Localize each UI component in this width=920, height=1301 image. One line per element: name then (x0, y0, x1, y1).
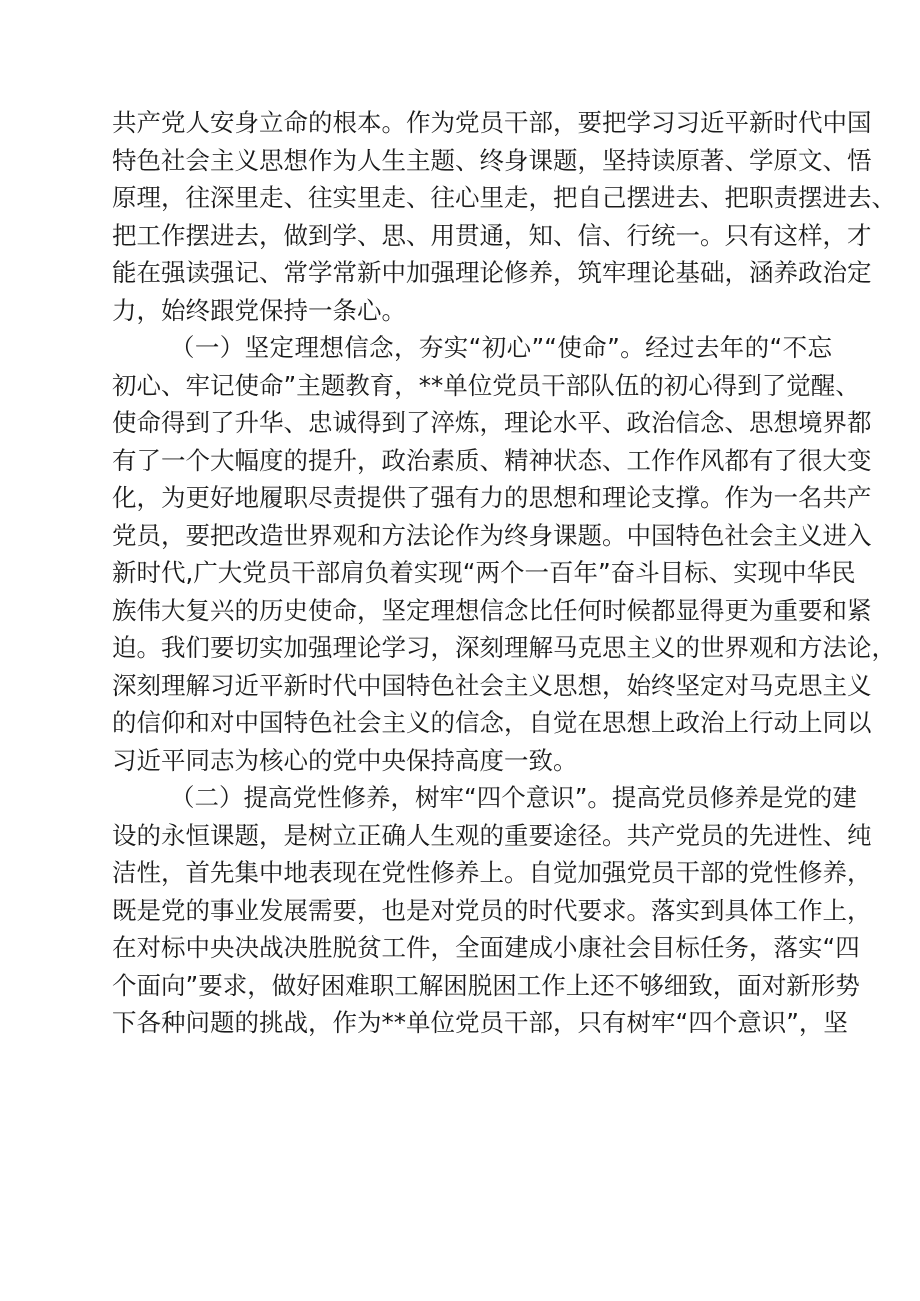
text-line: 在对标中央决战决胜脱贫工件，全面建成小康社会目标任务，落实“四 (112, 933, 860, 962)
text-line: 原理，往深里走、往实里走、往心里走，把自己摆进去、把职责摆进去、 (112, 183, 896, 212)
text-line: 深刻理解习近平新时代中国特色社会主义思想，始终坚定对马克思主义 (112, 670, 872, 700)
text-line: 下各种问题的挑战，作为**单位党员干部，只有树牢“四个意识”，坚 (112, 1008, 848, 1037)
text-line: 族伟大复兴的历史使命，坚定理想信念比任何时候都显得更为重要和紧 (112, 595, 872, 625)
text-line: 习近平同志为核心的党中央保持高度一致。 (112, 745, 578, 775)
text-line: 个面向”要求，做好困难职工解困脱困工作上还不够细致，面对新形势 (112, 970, 860, 1000)
text-line: （一）坚定理想信念，夯实“初心”“使命”。经过去年的“不忘 (170, 333, 832, 362)
text-line: 力，始终跟党保持一条心。 (112, 295, 406, 325)
text-line: 共产党人安身立命的根本。作为党员干部，要把学习习近平新时代中国 (112, 108, 872, 137)
text-line: 使命得到了升华、忠诚得到了淬炼，理论水平、政治信念、思想境界都 (112, 408, 872, 437)
text-line: 能在强读强记、常学常新中加强理论修养，筑牢理论基础，涵养政治定 (112, 258, 872, 287)
text-line: 特色社会主义思想作为人生主题、终身课题，坚持读原著、学原文、悟 (112, 145, 872, 175)
text-line: 的信仰和对中国特色社会主义的信念，自觉在思想上政治上行动上同以 (112, 708, 872, 737)
text-line: 新时代,广大党员干部肩负着实现“两个一百年”奋斗目标、实现中华民 (112, 558, 856, 587)
text-line: 化，为更好地履职尽责提供了强有力的思想和理论支撑。作为一名共产 (112, 483, 872, 512)
text-line: 设的永恒课题，是树立正确人生观的重要途径。共产党员的先进性、纯 (112, 820, 872, 850)
paragraph-3 (112, 779, 872, 1042)
text-line: 既是党的事业发展需要，也是对党员的时代要求。落实到具体工作上， (112, 895, 872, 925)
paragraph-2 (112, 329, 896, 779)
text-line: 迫。我们要切实加强理论学习，深刻理解马克思主义的世界观和方法论， (112, 633, 896, 662)
paragraph-1 (112, 104, 896, 329)
document-body (112, 104, 896, 1042)
text-line: 有了一个大幅度的提升，政治素质、精神状态、工作作风都有了很大变 (112, 445, 872, 475)
text-line: 初心、牢记使命”主题教育，**单位党员干部队伍的初心得到了觉醒、 (112, 370, 860, 400)
text-line: 把工作摆进去，做到学、思、用贯通，知、信、行统一。只有这样，才 (112, 220, 872, 250)
text-line: 党员，要把改造世界观和方法论作为终身课题。中国特色社会主义进入 (112, 520, 872, 550)
text-line: 洁性，首先集中地表现在党性修养上。自觉加强党员干部的党性修养， (112, 858, 872, 887)
text-line: （二）提高党性修养，树牢“四个意识”。提高党员修养是党的建 (170, 783, 857, 812)
